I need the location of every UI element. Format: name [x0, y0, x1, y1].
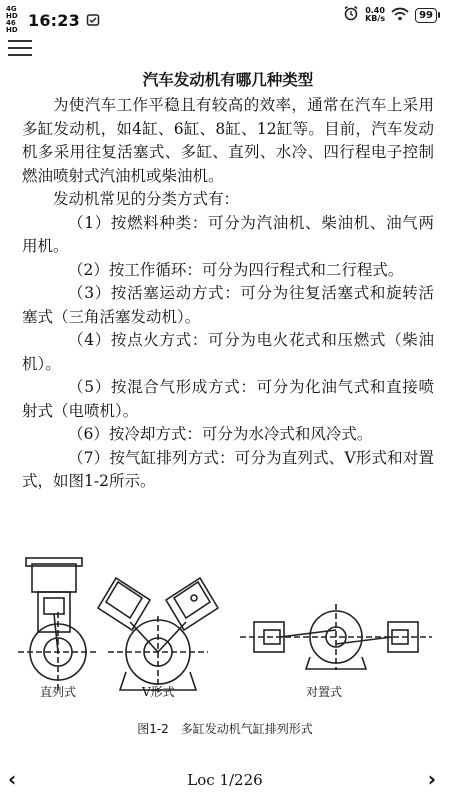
network-indicator [6, 6, 26, 34]
menu-line [8, 47, 32, 49]
list-item: （2）按工作循环：可分为四行程式和二行程式。 [68, 260, 404, 279]
paragraph: 为使汽车工作平稳且有较高的效率，通常在汽车上采用多缸发动机，如4缸、6缸、8缸、12缸等。目前，汽车发动机多采用往复活塞式、多缸、直列、水冷、四行程电子控制燃油喷射式汽油机或柴油机。 [22, 96, 434, 185]
menu-line [8, 54, 32, 56]
alarm-icon [343, 5, 359, 25]
article-content [22, 62, 434, 494]
battery-icon [415, 8, 440, 23]
menu-line [8, 40, 32, 42]
inline-engine-drawing [18, 558, 98, 692]
clock: 16:23 [28, 10, 80, 30]
figure-label-inline: 直列式 [40, 685, 77, 699]
list-item: （6）按冷却方式：可分为水冷式和风冷式。 [68, 425, 373, 443]
network-speed [365, 7, 385, 23]
location-indicator: Loc 1/226 [187, 771, 263, 789]
opposed-engine-drawing [240, 604, 432, 670]
figure-label-v: V形式 [142, 685, 175, 699]
article-title: 汽车发动机有哪几种类型 [142, 71, 314, 89]
list-item: （3）按活塞运动方式：可分为往复活塞式和旋转活塞式（三角活塞发动机）。 [22, 284, 434, 326]
list-item: （4）按点火方式：可分为电火花式和压燃式（柴油机）。 [22, 331, 434, 373]
list-item: （1）按燃料种类：可分为汽油机、柴油机、油气两用机。 [22, 213, 434, 255]
battery-tip [438, 12, 440, 18]
list-item: （5）按混合气形成方式：可分为化油气式和直接喷射式（电喷机）。 [22, 378, 434, 420]
status-left [6, 6, 100, 34]
battery-level: 99 [415, 8, 437, 23]
notification-icon [86, 13, 100, 27]
reader-nav-bar [0, 765, 450, 795]
engine-diagram [18, 552, 438, 712]
figure-caption: 图1-2 多缸发动机气缸排列形式 [137, 722, 313, 736]
speed-value: 0.40 [365, 6, 385, 15]
paragraph: 发动机常见的分类方式有： [53, 190, 240, 208]
status-right [343, 5, 440, 25]
menu-icon[interactable] [8, 40, 32, 58]
speed-unit: KB/s [365, 14, 386, 23]
v-engine-drawing [98, 578, 218, 692]
figure-label-opposed: 对置式 [306, 685, 343, 699]
cylinder-arrangement-figure [18, 552, 438, 742]
status-bar [0, 0, 450, 34]
next-page-icon[interactable]: › [427, 767, 436, 791]
prev-page-icon[interactable]: ‹ [8, 767, 17, 791]
wifi-icon [391, 6, 409, 25]
network-label-bottom: 46 HD [6, 19, 18, 34]
network-label-top: 4G HD [6, 5, 18, 20]
list-item: （7）按气缸排列方式：可分为直列式、V形式和对置式，如图1-2所示。 [22, 448, 434, 490]
